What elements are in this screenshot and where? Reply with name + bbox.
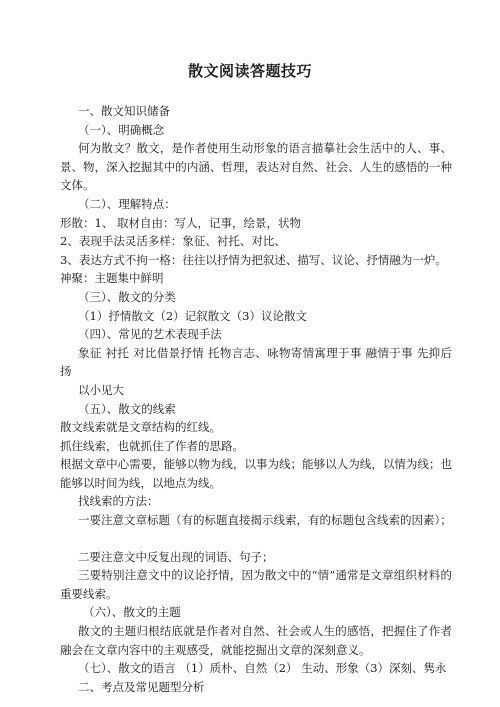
subheading-language: （七）、散文的语言 （1）质朴、自然（2） 生动、形象（3）深刻、隽永 <box>78 661 447 676</box>
subheading-theme: （六）、散文的主题 <box>83 605 181 620</box>
feature-line-form: 形散：1、 取材自由：写人，记事，绘景，状物 <box>60 215 301 230</box>
clue-method-three: 三要特别注意文中的议论抒情，因为散文中的“情”通常是文章组织材料的重要线索。 <box>60 568 452 601</box>
clue-line-definition: 散文线索就是文章结构的红线。 <box>60 420 221 435</box>
clue-line-thought: 抓住线索，也就抓住了作者的思路。 <box>60 438 244 453</box>
section-heading-knowledge: 一、散文知识储备 <box>78 104 170 118</box>
clue-methods-heading: 找线索的方法： <box>78 494 159 509</box>
feature-line-theme: 神聚：主题集中鲜明 <box>60 271 164 286</box>
subheading-art-techniques: （四）、常见的艺术表现手法 <box>78 327 222 342</box>
feature-line-techniques: 2、表现手法灵活多样：象征、衬托、对比、 <box>60 234 286 249</box>
subheading-classification: （三）、散文的分类 <box>78 289 176 304</box>
document-title: 散文阅读答题技巧 <box>187 62 312 80</box>
feature-line-expression: 3、表达方式不拘一格：往往以抒情为把叙述、描写、议论、抒情融为一炉。 <box>60 252 447 267</box>
subheading-concept: （一）、明确概念 <box>78 122 165 137</box>
blank-line <box>60 530 452 548</box>
section-heading-exam-points: 二、考点及常见题型分析 <box>78 679 205 694</box>
art-techniques-list: 象征 衬托 对比借景抒情 托物言志、咏物寄情寓理于事 融情于事 先抑后扬 <box>60 345 452 379</box>
subheading-features: （二）、理解特点： <box>78 196 176 211</box>
document-body <box>60 102 452 696</box>
paragraph-theme: 散文的主题归根结底就是作者对自然、社会或人生的感悟，把握住了作者融会在文章内容中的主观感受，就能挖掘出文章的深刻意义。 <box>60 624 452 657</box>
paragraph-definition: 何为散文？散文，是作者使用生动形象的语言描摹社会生活中的人、事、景、物，深入挖掘其中的内涵、哲理，表达对自然、社会、人生的感悟的一种文体。 <box>60 141 452 193</box>
classification-list: （1）抒情散文（2）记叙散文（3）议论散文 <box>78 308 307 323</box>
subheading-clues: （五）、散文的线索 <box>78 401 176 416</box>
clue-method-two: 二要注意文中反复出现的词语、句子； <box>78 549 274 564</box>
clue-method-one: 一要注意文章标题（有的标题直接揭示线索，有的标题包含线索的因素）； <box>78 513 452 528</box>
clue-line-types: 根据文章中心需要，能够以物为线，以事为线；能够以人为线，以情为线；也能够以时间为线，以地点为线。 <box>60 457 452 490</box>
art-techniques-list-cont: 以小见大 <box>78 382 124 397</box>
